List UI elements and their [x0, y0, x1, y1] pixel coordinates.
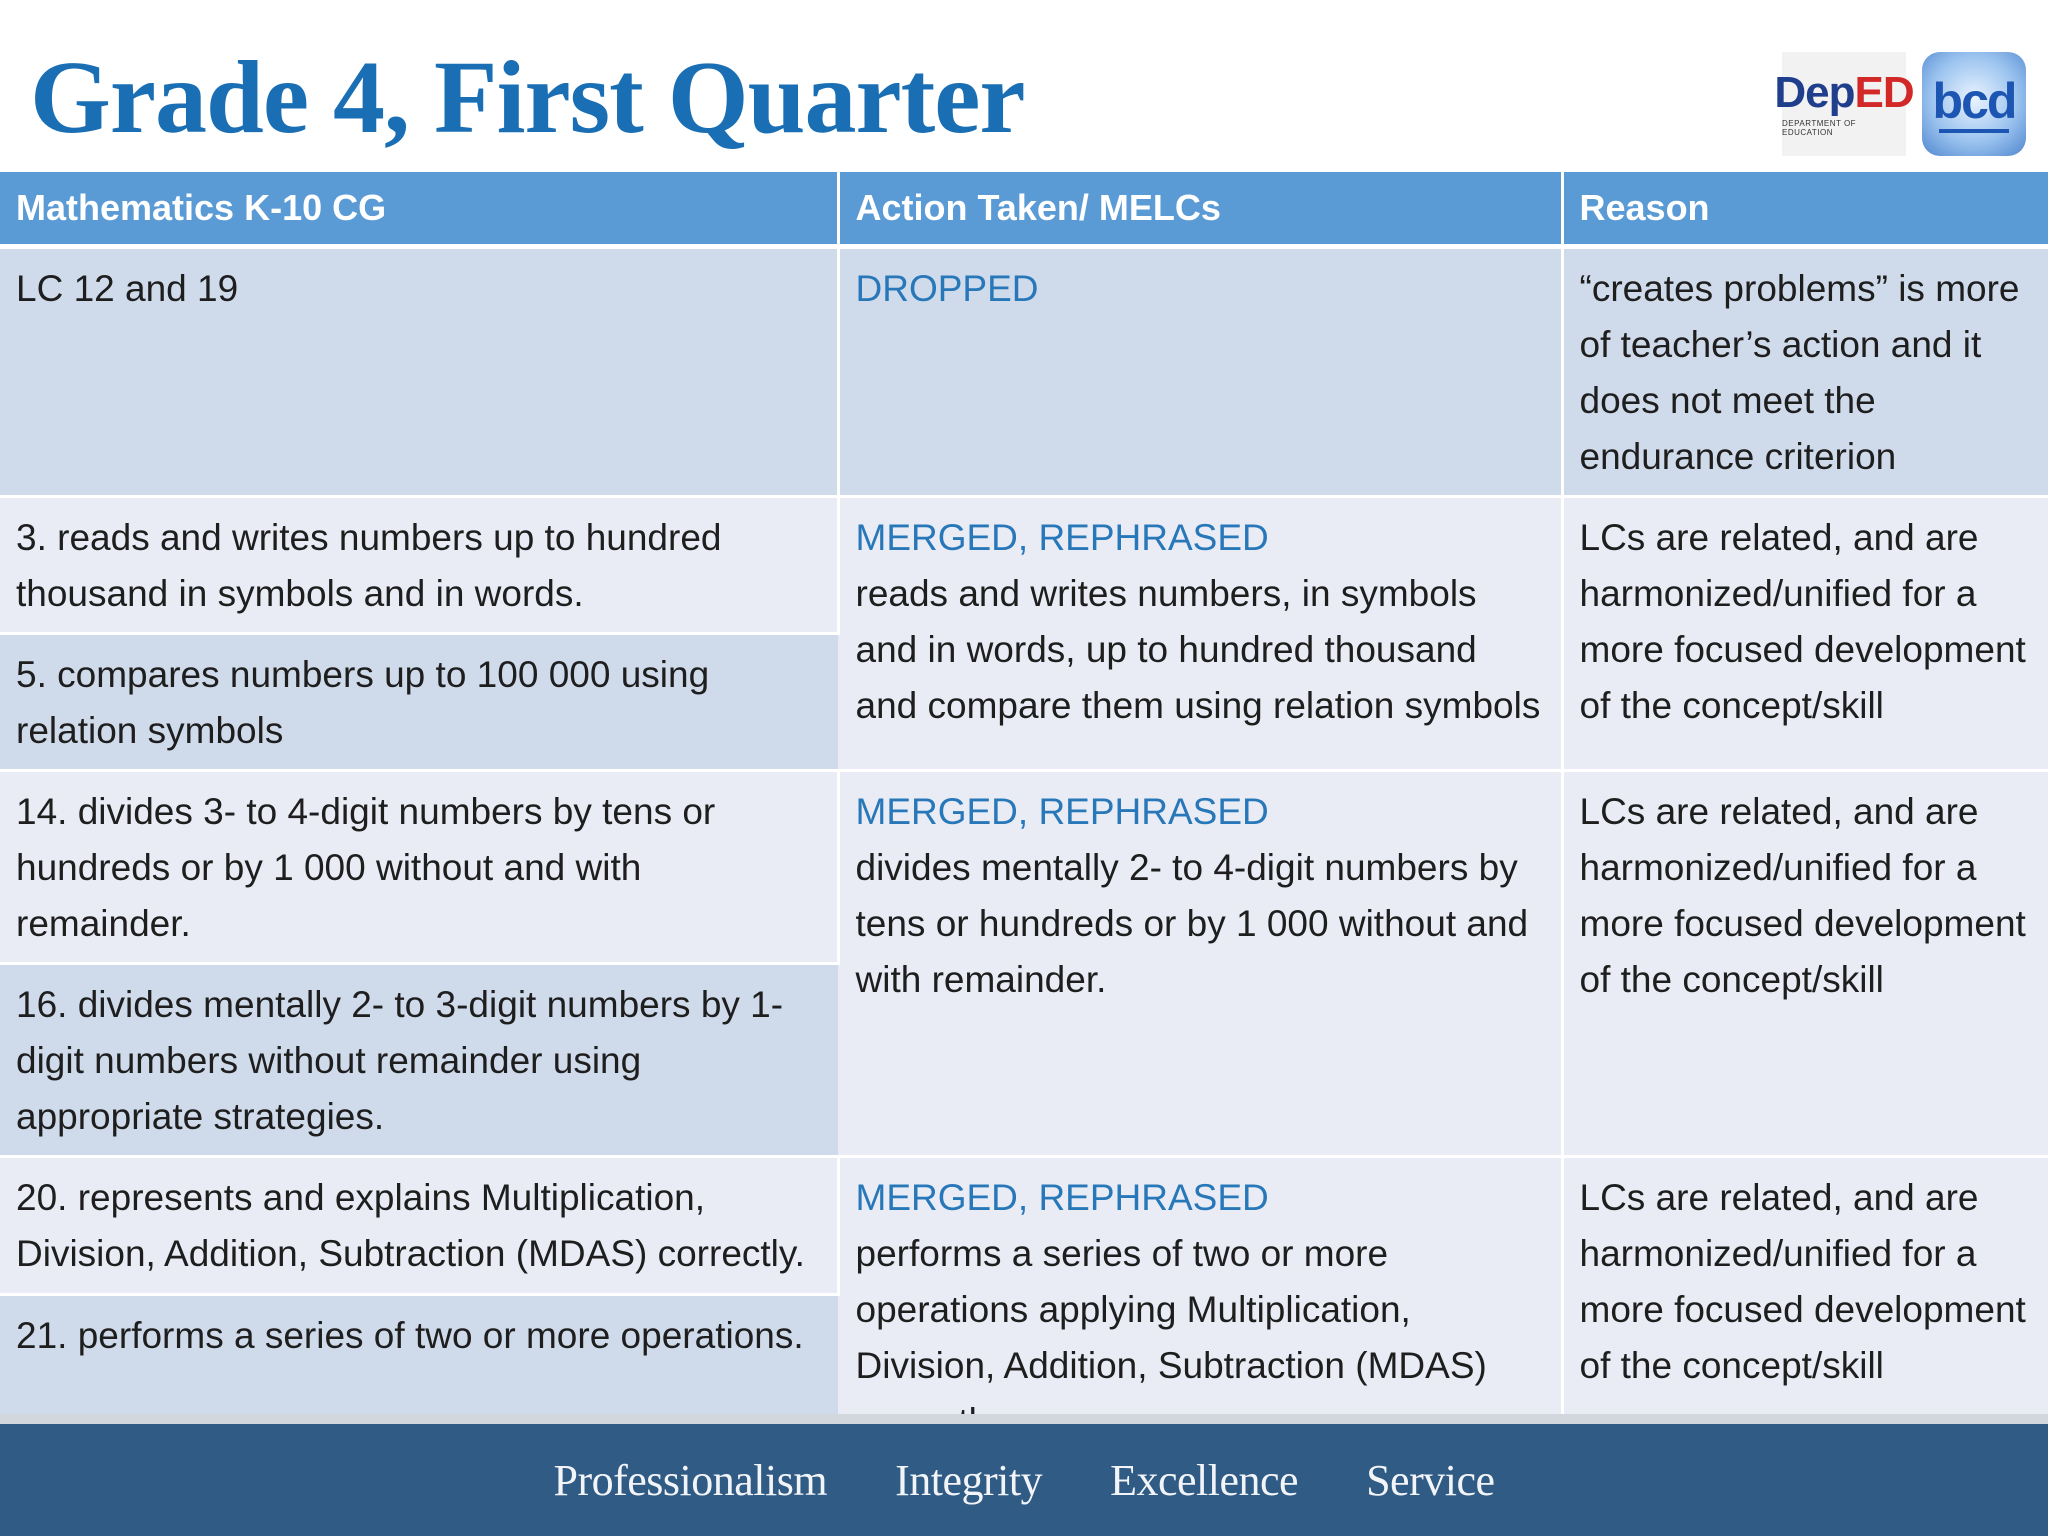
bcd-logo-bar — [1939, 129, 2009, 133]
action-text: performs a series of two or more operations applying Multiplication, Division, Addition, Subtraction (MDAS) — [855, 1233, 1487, 1386]
action-status: MERGED, REPHRASED — [855, 1177, 1269, 1218]
deped-logo — [1774, 52, 1914, 156]
lc-cell: 3. reads and writes numbers up to hundred thousand in symbols and in words. — [0, 497, 838, 634]
logo-group — [1774, 52, 2026, 156]
core-value-service: Service — [1366, 1455, 1495, 1505]
action-status: MERGED, REPHRASED — [855, 791, 1269, 832]
lc-cell: 20. represents and explains Multiplication, Division, Addition, Subtraction (MDAS) correctly. — [0, 1157, 838, 1295]
deped-logo-text-a: Dep — [1774, 68, 1855, 117]
footer-divider — [0, 1414, 2048, 1424]
page-title: Grade 4, First Quarter — [30, 40, 1025, 155]
action-cell — [838, 771, 1562, 1157]
header-action-taken: Action Taken/ MELCs — [838, 172, 1562, 247]
table-row — [0, 497, 2048, 634]
deped-logo-text-b: ED — [1854, 68, 1914, 117]
lc-cell: 16. divides mentally 2- to 3-digit numbers by 1-digit numbers without remainder using appropriate strategies. — [0, 964, 838, 1157]
lc-cell: 21. performs a series of two or more operations. — [0, 1294, 838, 1461]
table-row — [0, 247, 2048, 497]
melc-table — [0, 172, 2048, 1463]
header-reason: Reason — [1562, 172, 2048, 247]
lc-cell: LC 12 and 19 — [0, 247, 838, 497]
action-text: reads and writes numbers, in symbols and in words, up to hundred thousand and compare them using relation symbols — [855, 573, 1541, 726]
action-cell — [838, 497, 1562, 771]
action-cell — [838, 247, 1562, 497]
reason-cell: LCs are related, and are harmonized/unified for a more focused development of the concept/skill — [1562, 771, 2048, 1157]
lc-cell: 5. compares numbers up to 100 000 using relation symbols — [0, 634, 838, 771]
header-mathematics-cg: Mathematics K-10 CG — [0, 172, 838, 247]
core-value-professionalism: Professionalism — [553, 1455, 828, 1505]
core-values-footer — [0, 1424, 2048, 1536]
action-text: divides mentally 2- to 4-digit numbers by tens or hundreds or by 1 000 without and with remainder. — [855, 847, 1529, 1000]
lc-cell: 14. divides 3- to 4-digit numbers by tens or hundreds or by 1 000 without and with remainder. — [0, 771, 838, 964]
bcd-logo-mark: bcd — [1932, 73, 2016, 129]
action-status: DROPPED — [855, 268, 1039, 309]
table-row — [0, 1157, 2048, 1295]
table-header-row — [0, 172, 2048, 247]
bcd-logo — [1922, 52, 2026, 156]
action-status: MERGED, REPHRASED — [855, 517, 1269, 558]
reason-cell: LCs are related, and are harmonized/unified for a more focused development of the concept/skill — [1562, 497, 2048, 771]
deped-logo-subtitle: DEPARTMENT OF EDUCATION — [1782, 119, 1857, 137]
reason-cell: LCs are related, and are harmonized/unified for a more focused development of the concept/skill — [1562, 1157, 2048, 1462]
table-row — [0, 771, 2048, 964]
core-value-excellence: Excellence — [1110, 1455, 1299, 1505]
reason-cell: “creates problems” is more of teacher’s action and it does not meet the endurance criterion — [1562, 247, 2048, 497]
core-value-integrity: Integrity — [895, 1455, 1043, 1505]
